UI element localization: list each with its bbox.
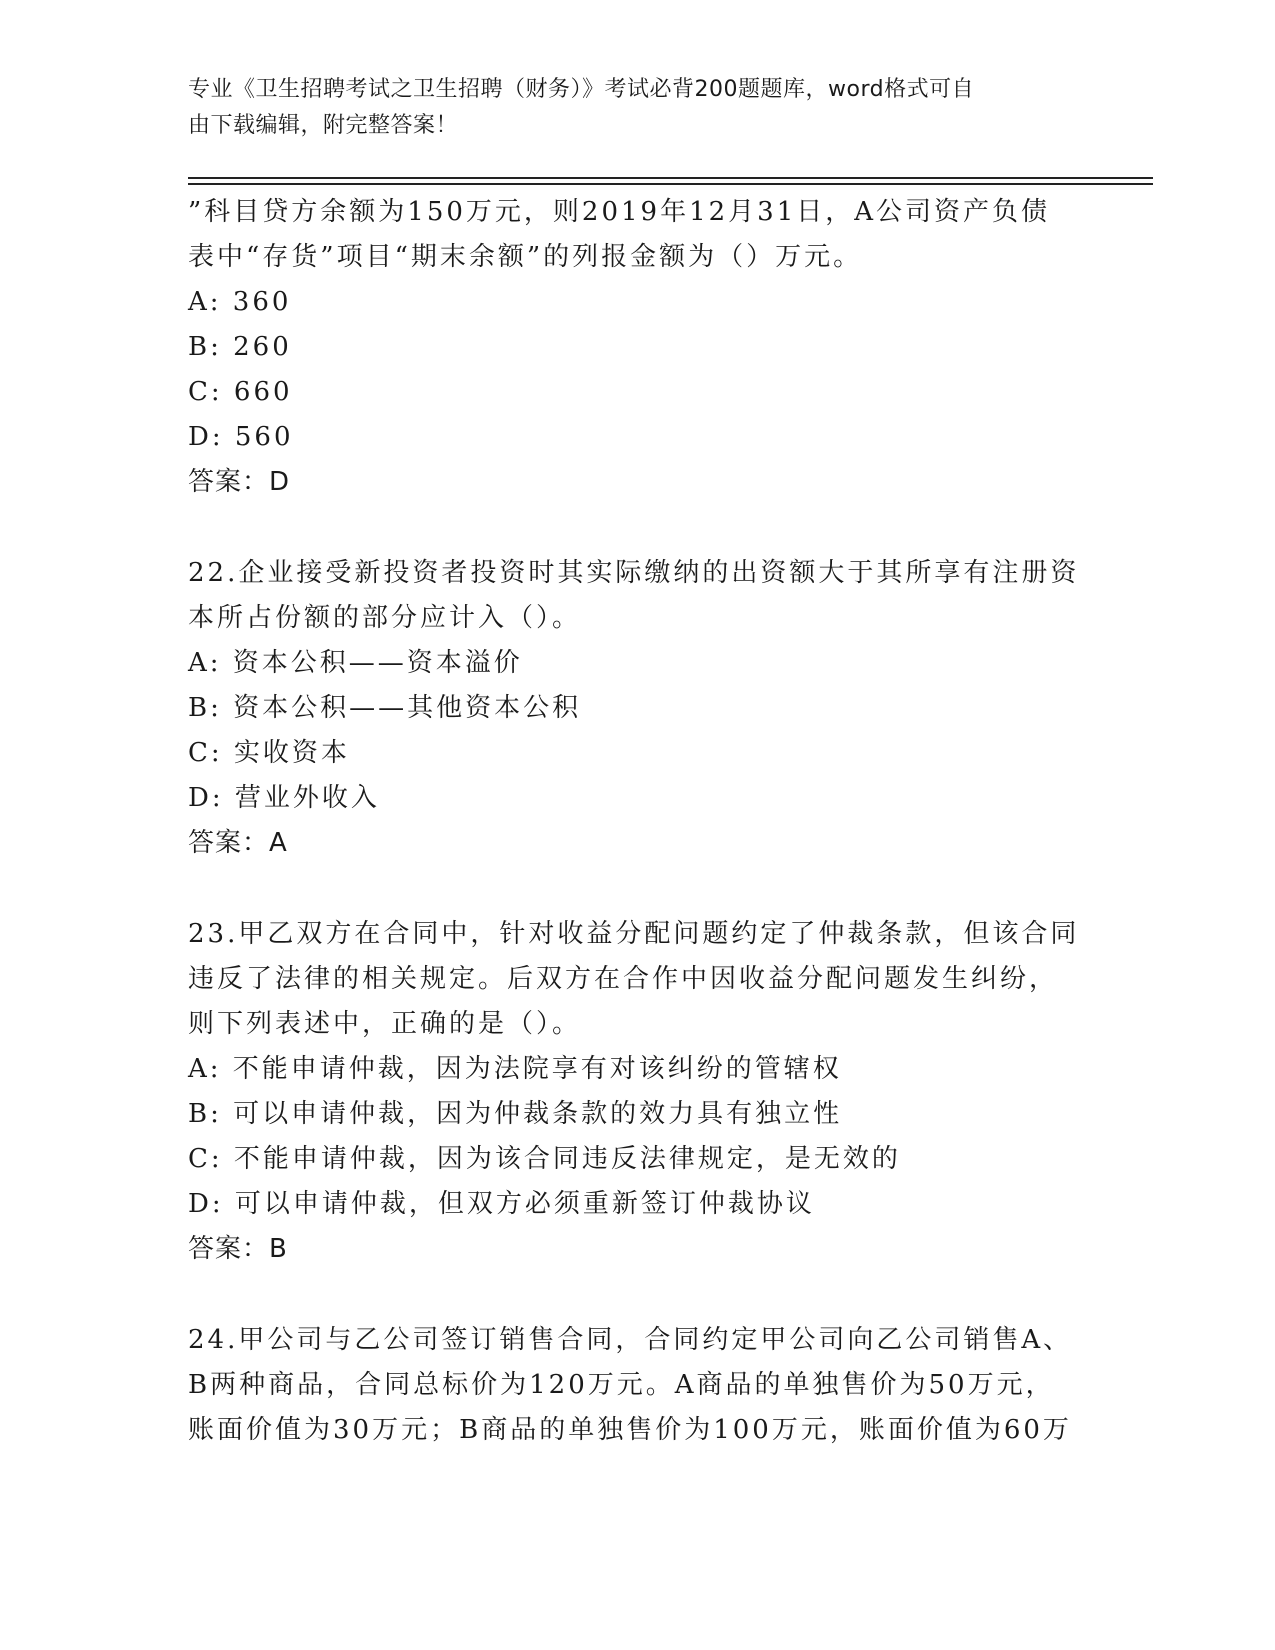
option-c: C: 实收资本 (188, 738, 350, 768)
option-d: D: 营业外收入 (188, 783, 380, 813)
question-stem-line: 表中“存货”项目“期末余额”的列报金额为（）万元。 (188, 242, 863, 272)
option-b: B: 资本公积——其他资本公积 (188, 693, 582, 723)
option-d: D: 可以申请仲裁，但双方必须重新签订仲裁协议 (188, 1189, 815, 1219)
question-stem-line: 则下列表述中，正确的是（）。 (188, 1009, 582, 1039)
header-divider-top (188, 177, 1153, 179)
question-22 (188, 551, 1088, 866)
option-b: B: 260 (188, 332, 292, 362)
question-list (188, 190, 1088, 1453)
question-21 (188, 190, 1088, 505)
option-a: A: 不能申请仲裁，因为法院享有对该纠纷的管辖权 (188, 1054, 842, 1084)
question-stem-line: 本所占份额的部分应计入（）。 (188, 603, 582, 633)
header-divider-bottom (188, 183, 1153, 185)
option-a: A: 360 (188, 287, 292, 317)
option-c: C: 660 (188, 377, 293, 407)
question-stem-line: B两种商品，合同总标价为120万元。A商品的单独售价为50万元， (188, 1370, 1055, 1400)
option-c: C: 不能申请仲裁，因为该合同违反法律规定，是无效的 (188, 1144, 901, 1174)
question-stem-line: 违反了法律的相关规定。后双方在合作中因收益分配问题发生纠纷， (188, 964, 1059, 994)
question-23 (188, 912, 1088, 1272)
answer-label: 答案：A (188, 828, 288, 858)
answer-label: 答案：D (188, 467, 291, 497)
answer-label: 答案：B (188, 1234, 288, 1264)
document-header (188, 72, 1068, 144)
question-stem-line: 24.甲公司与乙公司签订销售合同，合同约定甲公司向乙公司销售A、 (188, 1325, 1073, 1355)
question-spacer (188, 505, 1088, 551)
question-stem-line: 账面价值为30万元；B商品的单独售价为100万元，账面价值为60万 (188, 1415, 1072, 1445)
question-spacer (188, 866, 1088, 912)
option-b: B: 可以申请仲裁，因为仲裁条款的效力具有独立性 (188, 1099, 843, 1129)
question-spacer (188, 1272, 1088, 1318)
option-d: D: 560 (188, 422, 294, 452)
option-a: A: 资本公积——资本溢价 (188, 648, 523, 678)
header-title-line-2: 由下载编辑，附完整答案！ (188, 113, 459, 138)
question-24 (188, 1318, 1088, 1453)
question-stem-line: ”科目贷方余额为150万元，则2019年12月31日，A公司资产负债 (188, 197, 1051, 227)
question-stem-line: 23.甲乙双方在合同中，针对收益分配问题约定了仲裁条款，但该合同 (188, 919, 1080, 949)
header-title-line-1: 专业《卫生招聘考试之卫生招聘（财务）》考试必背200题题库，word格式可自 (188, 77, 975, 102)
question-stem-line: 22.企业接受新投资者投资时其实际缴纳的出资额大于其所享有注册资 (188, 558, 1080, 588)
